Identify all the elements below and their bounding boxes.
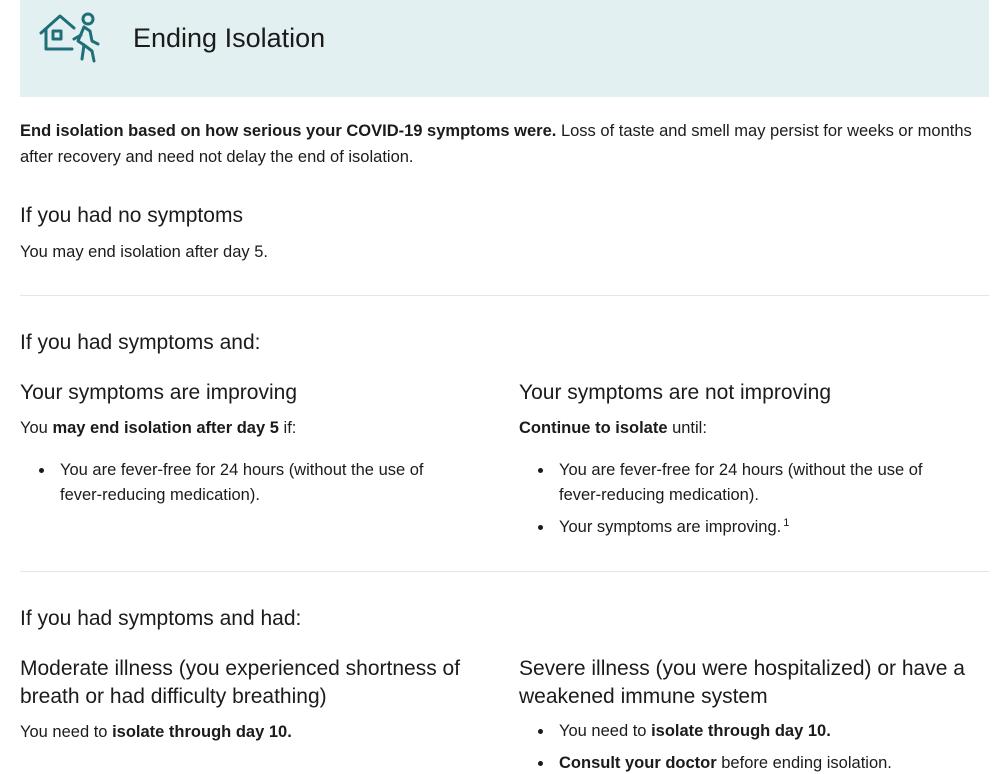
severe-b1-pre: You need to bbox=[559, 722, 652, 740]
house-walking-person-icon bbox=[38, 11, 102, 65]
intro-paragraph bbox=[20, 118, 985, 170]
severe-b2-bold: Consult your doctor bbox=[559, 754, 717, 772]
severe-heading: Severe illness (you were hospitalized) or have a weakened immune system bbox=[519, 657, 965, 708]
not-improving-heading: Your symptoms are not improving bbox=[519, 381, 832, 404]
not-improving-lead-post: until: bbox=[667, 419, 707, 437]
improving-heading: Your symptoms are improving bbox=[20, 381, 297, 404]
footnote-link[interactable]: 1 bbox=[783, 516, 790, 529]
list-item bbox=[519, 751, 979, 774]
page-title: Ending Isolation bbox=[133, 23, 326, 53]
list-item bbox=[519, 515, 969, 540]
moderate-lead-bold: isolate through day 10. bbox=[112, 723, 292, 741]
intro-rest: Loss of taste and smell may persist for weeks or months after recovery and need not delay the end of isolation. bbox=[20, 122, 972, 166]
list-item: You are fever-free for 24 hours (without the use of fever-reducing medication). bbox=[20, 458, 470, 508]
header-banner bbox=[20, 0, 989, 97]
improving-lead bbox=[20, 415, 296, 441]
severe-b1-bold: isolate through day 10. bbox=[651, 722, 831, 740]
no-symptoms-text: You may end isolation after day 5. bbox=[20, 243, 268, 261]
not-improving-lead bbox=[519, 415, 707, 441]
moderate-heading: Moderate illness (you experienced shortness of breath or had difficulty breathing) bbox=[20, 657, 461, 708]
moderate-lead bbox=[20, 719, 292, 745]
improving-lead-bold: may end isolation after day 5 bbox=[52, 419, 279, 437]
not-improving-lead-bold: Continue to isolate bbox=[519, 419, 668, 437]
list-item-text: Your symptoms are improving. bbox=[559, 518, 782, 536]
improving-lead-pre: You bbox=[20, 419, 53, 437]
symptoms-heading: If you had symptoms and: bbox=[20, 331, 261, 354]
divider bbox=[20, 295, 989, 296]
divider bbox=[20, 571, 989, 572]
improving-lead-post: if: bbox=[278, 419, 297, 437]
intro-bold: End isolation based on how serious your COVID-19 symptoms were. bbox=[20, 122, 557, 140]
moderate-lead-pre: You need to bbox=[20, 723, 113, 741]
improving-list bbox=[20, 458, 470, 515]
symptoms-had-heading: If you had symptoms and had: bbox=[20, 607, 302, 630]
not-improving-list bbox=[519, 458, 969, 547]
severe-b2-post: before ending isolation. bbox=[716, 754, 892, 772]
list-item: You are fever-free for 24 hours (without the use of fever-reducing medication). bbox=[519, 458, 969, 508]
no-symptoms-heading: If you had no symptoms bbox=[20, 204, 243, 227]
list-item bbox=[519, 719, 979, 744]
severe-list bbox=[519, 719, 979, 774]
